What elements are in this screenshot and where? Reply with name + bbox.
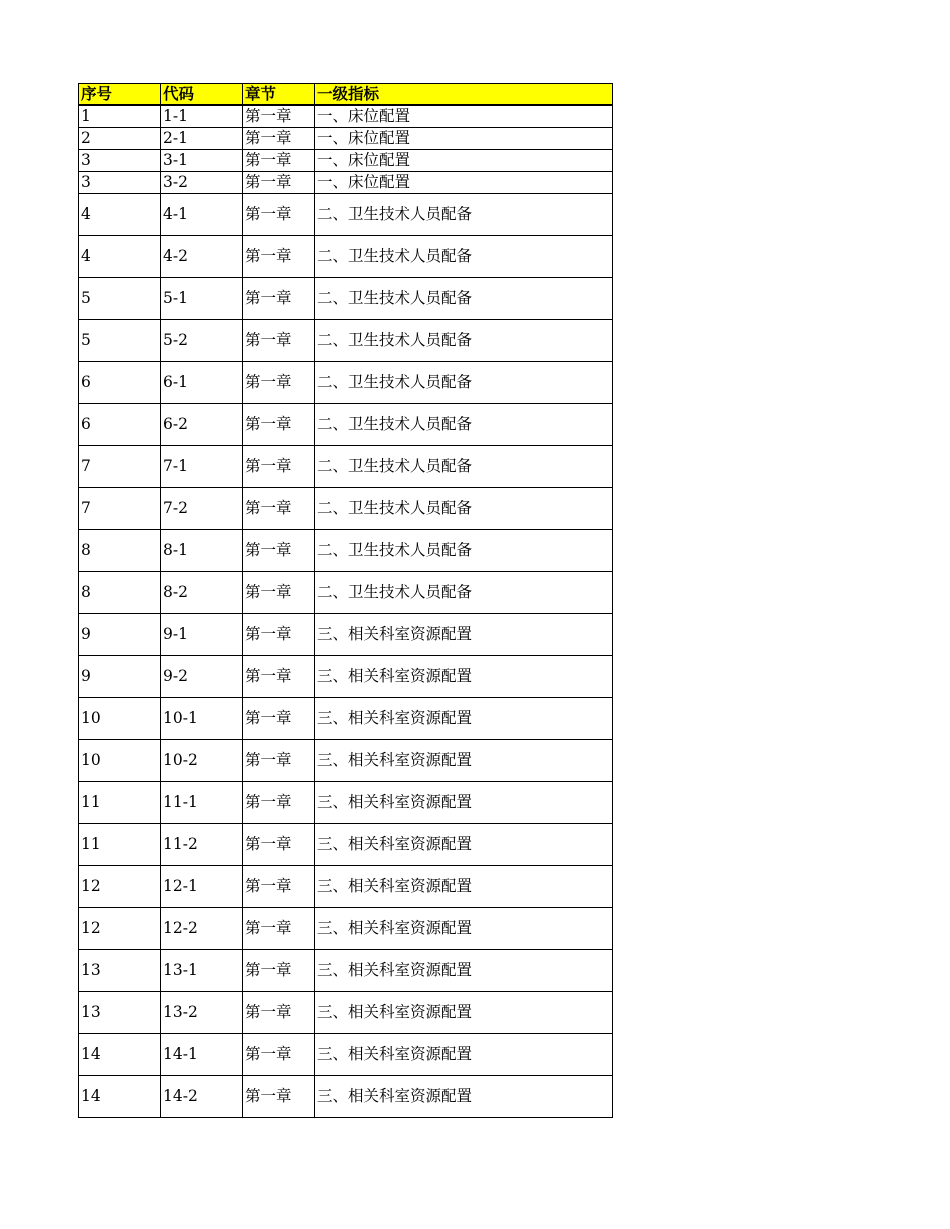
table-row xyxy=(79,614,613,656)
cell-indicator[interactable]: 二、卫生技术人员配备 xyxy=(315,362,613,404)
cell-chapter[interactable]: 第一章 xyxy=(243,278,315,320)
cell-chapter[interactable]: 第一章 xyxy=(243,1034,315,1076)
cell-code[interactable]: 14-1 xyxy=(161,1034,243,1076)
table-header-row xyxy=(79,84,613,106)
cell-chapter[interactable]: 第一章 xyxy=(243,362,315,404)
cell-code[interactable]: 3-2 xyxy=(161,172,243,194)
cell-code[interactable]: 10-1 xyxy=(161,698,243,740)
cell-indicator[interactable]: 三、相关科室资源配置 xyxy=(315,1076,613,1118)
cell-code[interactable]: 7-1 xyxy=(161,446,243,488)
cell-chapter[interactable]: 第一章 xyxy=(243,236,315,278)
header-code: 代码 xyxy=(161,84,243,106)
cell-code[interactable]: 11-2 xyxy=(161,824,243,866)
cell-seq[interactable]: 9 xyxy=(79,614,161,656)
indicator-table xyxy=(78,83,613,1118)
table-row xyxy=(79,782,613,824)
table-row xyxy=(79,992,613,1034)
cell-code[interactable]: 12-1 xyxy=(161,866,243,908)
table-row xyxy=(79,866,613,908)
cell-seq[interactable]: 11 xyxy=(79,782,161,824)
cell-chapter[interactable]: 第一章 xyxy=(243,446,315,488)
cell-indicator[interactable]: 二、卫生技术人员配备 xyxy=(315,572,613,614)
cell-chapter[interactable]: 第一章 xyxy=(243,172,315,194)
cell-indicator[interactable]: 三、相关科室资源配置 xyxy=(315,740,613,782)
cell-seq[interactable]: 1 xyxy=(79,105,161,128)
cell-seq[interactable]: 6 xyxy=(79,362,161,404)
table-row xyxy=(79,740,613,782)
table-row xyxy=(79,150,613,172)
cell-seq[interactable]: 7 xyxy=(79,488,161,530)
cell-code[interactable]: 13-2 xyxy=(161,992,243,1034)
cell-seq[interactable]: 14 xyxy=(79,1076,161,1118)
cell-chapter[interactable]: 第一章 xyxy=(243,1076,315,1118)
cell-chapter[interactable]: 第一章 xyxy=(243,824,315,866)
cell-chapter[interactable]: 第一章 xyxy=(243,782,315,824)
table-row xyxy=(79,488,613,530)
cell-chapter[interactable]: 第一章 xyxy=(243,150,315,172)
cell-indicator[interactable]: 一、床位配置 xyxy=(315,105,613,128)
cell-indicator[interactable]: 三、相关科室资源配置 xyxy=(315,824,613,866)
table-row xyxy=(79,128,613,150)
cell-code[interactable]: 4-1 xyxy=(161,194,243,236)
cell-indicator[interactable]: 二、卫生技术人员配备 xyxy=(315,488,613,530)
table-row xyxy=(79,446,613,488)
cell-seq[interactable]: 2 xyxy=(79,128,161,150)
cell-code[interactable]: 8-1 xyxy=(161,530,243,572)
cell-code[interactable]: 12-2 xyxy=(161,908,243,950)
cell-code[interactable]: 10-2 xyxy=(161,740,243,782)
table-row xyxy=(79,656,613,698)
cell-seq[interactable]: 8 xyxy=(79,572,161,614)
cell-seq[interactable]: 4 xyxy=(79,194,161,236)
cell-seq[interactable]: 12 xyxy=(79,908,161,950)
cell-chapter[interactable]: 第一章 xyxy=(243,614,315,656)
cell-chapter[interactable]: 第一章 xyxy=(243,740,315,782)
cell-indicator[interactable]: 一、床位配置 xyxy=(315,128,613,150)
table-row xyxy=(79,1034,613,1076)
cell-indicator[interactable]: 三、相关科室资源配置 xyxy=(315,866,613,908)
cell-seq[interactable]: 5 xyxy=(79,278,161,320)
table-row xyxy=(79,194,613,236)
cell-seq[interactable]: 4 xyxy=(79,236,161,278)
cell-code[interactable]: 3-1 xyxy=(161,150,243,172)
header-chapter: 章节 xyxy=(243,84,315,106)
cell-code[interactable]: 1-1 xyxy=(161,105,243,128)
cell-seq[interactable]: 6 xyxy=(79,404,161,446)
cell-indicator[interactable]: 二、卫生技术人员配备 xyxy=(315,446,613,488)
cell-indicator[interactable]: 三、相关科室资源配置 xyxy=(315,614,613,656)
cell-code[interactable]: 14-2 xyxy=(161,1076,243,1118)
cell-chapter[interactable]: 第一章 xyxy=(243,866,315,908)
cell-indicator[interactable]: 二、卫生技术人员配备 xyxy=(315,320,613,362)
cell-chapter[interactable]: 第一章 xyxy=(243,320,315,362)
cell-chapter[interactable]: 第一章 xyxy=(243,992,315,1034)
cell-seq[interactable]: 10 xyxy=(79,698,161,740)
cell-seq[interactable]: 5 xyxy=(79,320,161,362)
cell-chapter[interactable]: 第一章 xyxy=(243,656,315,698)
table-row xyxy=(79,698,613,740)
cell-indicator[interactable]: 二、卫生技术人员配备 xyxy=(315,530,613,572)
table-body xyxy=(79,105,613,1118)
cell-indicator[interactable]: 一、床位配置 xyxy=(315,172,613,194)
table-row xyxy=(79,105,613,128)
cell-seq[interactable]: 10 xyxy=(79,740,161,782)
cell-code[interactable]: 4-2 xyxy=(161,236,243,278)
cell-indicator[interactable]: 三、相关科室资源配置 xyxy=(315,698,613,740)
cell-indicator[interactable]: 三、相关科室资源配置 xyxy=(315,656,613,698)
table-row xyxy=(79,1076,613,1118)
cell-chapter[interactable]: 第一章 xyxy=(243,128,315,150)
cell-seq[interactable]: 3 xyxy=(79,150,161,172)
table-row xyxy=(79,572,613,614)
cell-seq[interactable]: 14 xyxy=(79,1034,161,1076)
cell-code[interactable]: 13-1 xyxy=(161,950,243,992)
cell-code[interactable]: 9-1 xyxy=(161,614,243,656)
cell-indicator[interactable]: 三、相关科室资源配置 xyxy=(315,782,613,824)
cell-chapter[interactable]: 第一章 xyxy=(243,488,315,530)
cell-chapter[interactable]: 第一章 xyxy=(243,530,315,572)
cell-indicator[interactable]: 二、卫生技术人员配备 xyxy=(315,404,613,446)
cell-code[interactable]: 5-2 xyxy=(161,320,243,362)
table-row xyxy=(79,824,613,866)
table-row xyxy=(79,320,613,362)
cell-chapter[interactable]: 第一章 xyxy=(243,572,315,614)
cell-seq[interactable]: 7 xyxy=(79,446,161,488)
cell-code[interactable]: 8-2 xyxy=(161,572,243,614)
cell-seq[interactable]: 3 xyxy=(79,172,161,194)
cell-chapter[interactable]: 第一章 xyxy=(243,908,315,950)
table-row xyxy=(79,404,613,446)
header-indicator: 一级指标 xyxy=(315,84,613,106)
cell-indicator[interactable]: 一、床位配置 xyxy=(315,150,613,172)
cell-indicator[interactable]: 三、相关科室资源配置 xyxy=(315,908,613,950)
cell-seq[interactable]: 12 xyxy=(79,866,161,908)
cell-chapter[interactable]: 第一章 xyxy=(243,105,315,128)
table-row xyxy=(79,362,613,404)
table-row xyxy=(79,278,613,320)
header-seq: 序号 xyxy=(79,84,161,106)
cell-code[interactable]: 9-2 xyxy=(161,656,243,698)
table-row xyxy=(79,236,613,278)
cell-code[interactable]: 6-1 xyxy=(161,362,243,404)
cell-indicator[interactable]: 二、卫生技术人员配备 xyxy=(315,278,613,320)
cell-indicator[interactable]: 三、相关科室资源配置 xyxy=(315,950,613,992)
cell-code[interactable]: 7-2 xyxy=(161,488,243,530)
spreadsheet-sheet xyxy=(78,83,613,1118)
cell-code[interactable]: 5-1 xyxy=(161,278,243,320)
cell-seq[interactable]: 13 xyxy=(79,992,161,1034)
table-row xyxy=(79,172,613,194)
cell-code[interactable]: 6-2 xyxy=(161,404,243,446)
cell-seq[interactable]: 9 xyxy=(79,656,161,698)
table-row xyxy=(79,950,613,992)
cell-seq[interactable]: 11 xyxy=(79,824,161,866)
cell-indicator[interactable]: 二、卫生技术人员配备 xyxy=(315,194,613,236)
cell-seq[interactable]: 8 xyxy=(79,530,161,572)
cell-chapter[interactable]: 第一章 xyxy=(243,950,315,992)
table-row xyxy=(79,530,613,572)
cell-indicator[interactable]: 二、卫生技术人员配备 xyxy=(315,236,613,278)
table-row xyxy=(79,908,613,950)
cell-indicator[interactable]: 三、相关科室资源配置 xyxy=(315,992,613,1034)
cell-chapter[interactable]: 第一章 xyxy=(243,404,315,446)
cell-chapter[interactable]: 第一章 xyxy=(243,698,315,740)
cell-code[interactable]: 2-1 xyxy=(161,128,243,150)
cell-seq[interactable]: 13 xyxy=(79,950,161,992)
cell-chapter[interactable]: 第一章 xyxy=(243,194,315,236)
cell-code[interactable]: 11-1 xyxy=(161,782,243,824)
cell-indicator[interactable]: 三、相关科室资源配置 xyxy=(315,1034,613,1076)
